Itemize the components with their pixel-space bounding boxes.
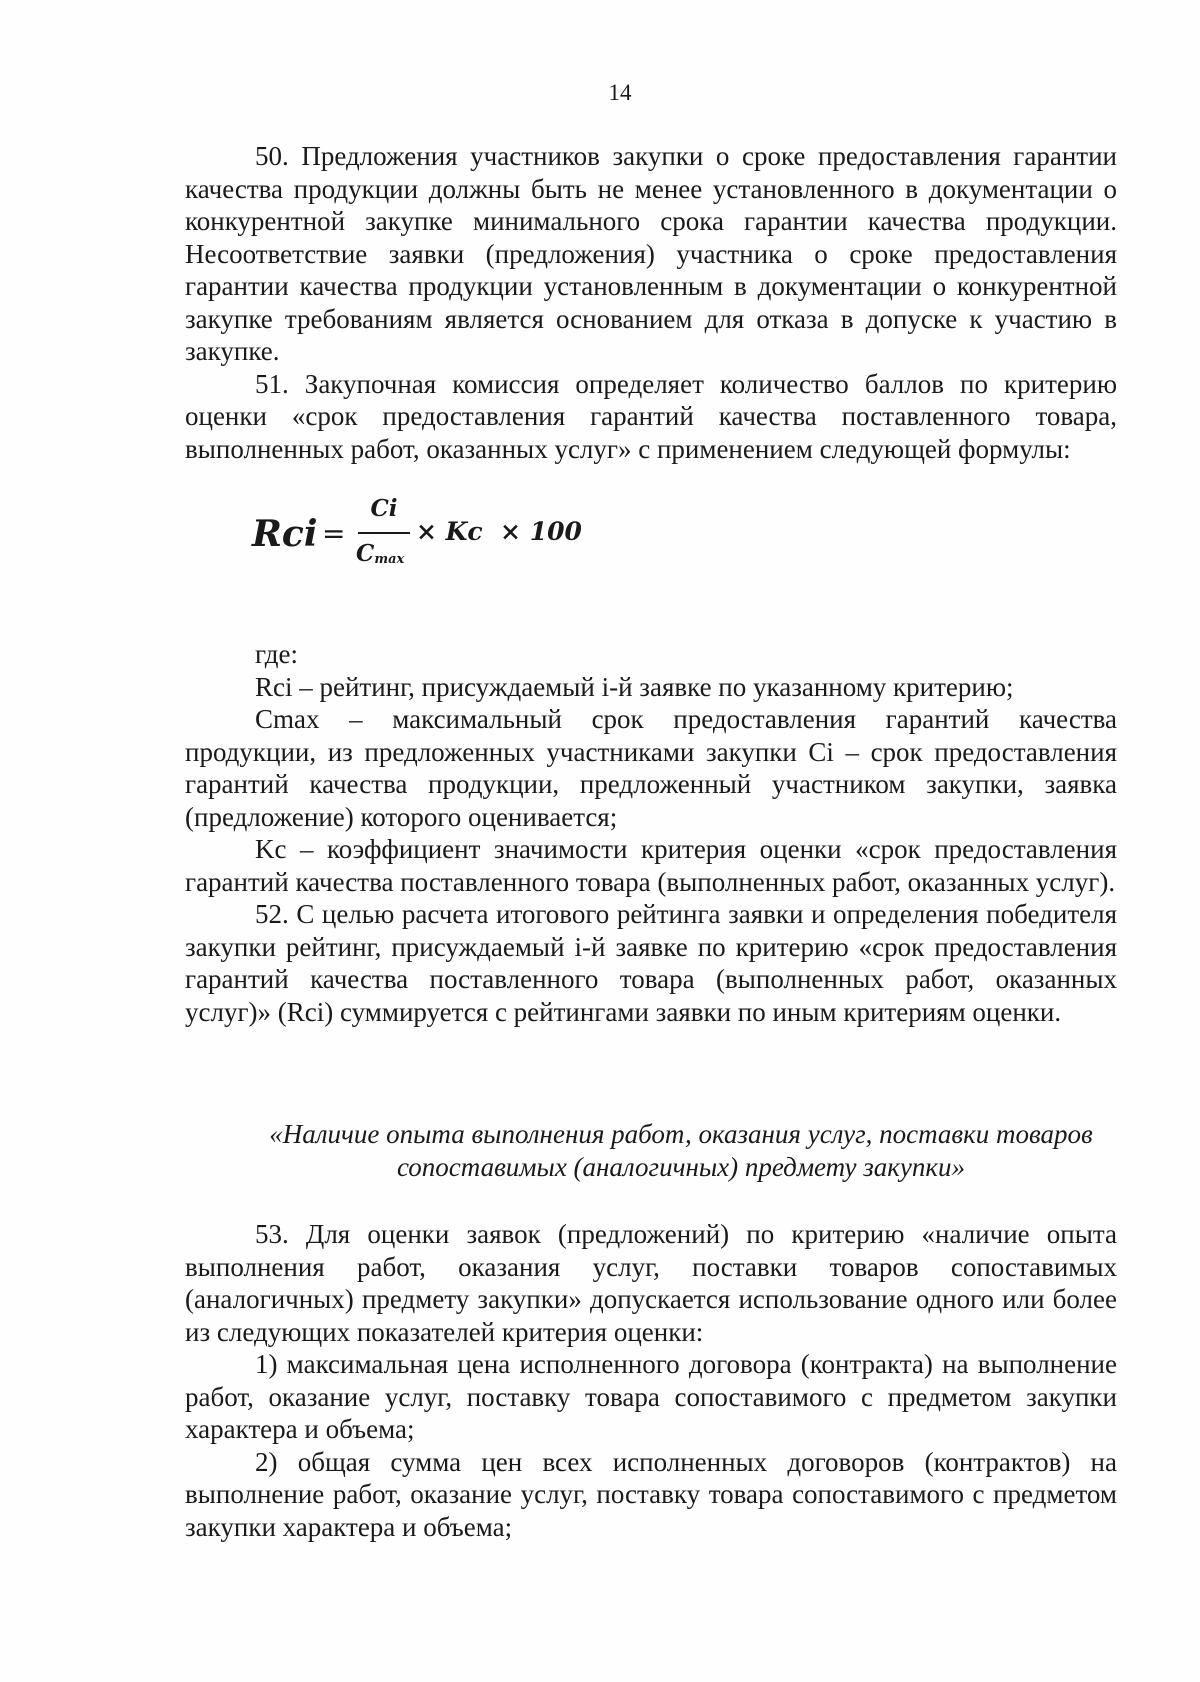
rating-formula <box>252 495 672 585</box>
formula-100: 100 <box>529 517 582 546</box>
heading-line-2: сопоставимых (аналогичных) предмету закупки» <box>396 1151 966 1182</box>
paragraph-53: 53. Для оценки заявок (предложений) по критерию «наличие опыта выполнения работ, оказания услуг, поставки товаров сопоставимых (аналогичных) предмету закупки» допускается использование одного или более из следующих показателей критерия оценки: <box>185 1219 1117 1347</box>
where-label: где: <box>255 639 298 669</box>
formula-lhs: Rci <box>252 513 318 555</box>
heading-line-1: «Наличие опыта выполнения работ, оказания услуг, поставки товаров <box>269 1119 1093 1149</box>
paragraph-51: 51. Закупочная комиссия определяет количество баллов по критерию оценки «срок предоставления гарантий качества поставленного товара, выполненных работ, оказанных услуг» с применением следующей формулы: <box>185 368 1117 464</box>
paragraph-50: 50. Предложения участников закупки о сроке предоставления гарантии качества продукции должны быть не менее установленного в документации о конкурентной закупке минимального срока гарантии качества продукции. Несоответствие заявки (предложения) участника о сроке предоставления гарантии качества продукции установленным в документации о конкурентной закупке требованиям является основанием для отказа в допуске к участию в закупке. <box>185 141 1117 366</box>
fraction-bar <box>358 532 410 534</box>
page-number: 14 <box>608 80 632 105</box>
section-50-51 <box>185 140 1117 465</box>
formula-denominator-sub: max <box>374 552 405 567</box>
list-item-2: 2) общая сумма цен всех исполненных договоров (контрактов) на выполнение работ, оказание услуг, поставку товара сопоставимого с предметом закупки характера и объема; <box>185 1446 1117 1542</box>
formula-denominator <box>356 540 404 567</box>
definition-kc: Kc – коэффициент значимости критерия оценки «срок предоставления гарантий качества поставленного товара (выполненных работ, оказанных услуг). <box>185 834 1117 897</box>
definition-rci: Rci – рейтинг, присуждаемый i-й заявке по указанному критерию; <box>255 671 1014 702</box>
definition-cmax: Cmax – максимальный срок предоставления гарантий качества продукции, из предложенных участниками закупки Ci – срок предоставления гарантий качества продукции, предложенный участником закупки, заявка (предложение) которого оценивается; <box>185 704 1117 832</box>
formula-tail <box>416 517 582 546</box>
definitions-block <box>185 638 1117 1028</box>
formula-kc: Kc <box>445 517 483 546</box>
section-heading <box>185 1118 1117 1183</box>
list-item-1: 1) максимальная цена исполненного договора (контракта) на выполнение работ, оказание услуг, поставку товара сопоставимого с предметом закупки характера и объема; <box>185 1349 1117 1444</box>
paragraph-52: 52. С целью расчета итогового рейтинга заявки и определения победителя закупки рейтинг, присуждаемый i-й заявке по критерию «срок предоставления гарантий качества поставленного товара (выполненных работ, оказанных услуг)» (Rci) суммируется с рейтингами заявки по иным критериям оценки. <box>185 899 1117 1027</box>
section-53 <box>185 1218 1117 1543</box>
formula-numerator: Ci <box>370 495 398 522</box>
formula-times-1: × <box>416 517 437 546</box>
formula-times-2: × <box>500 517 521 546</box>
formula-equals: = <box>322 517 346 550</box>
formula-denominator-base: C <box>356 540 375 567</box>
